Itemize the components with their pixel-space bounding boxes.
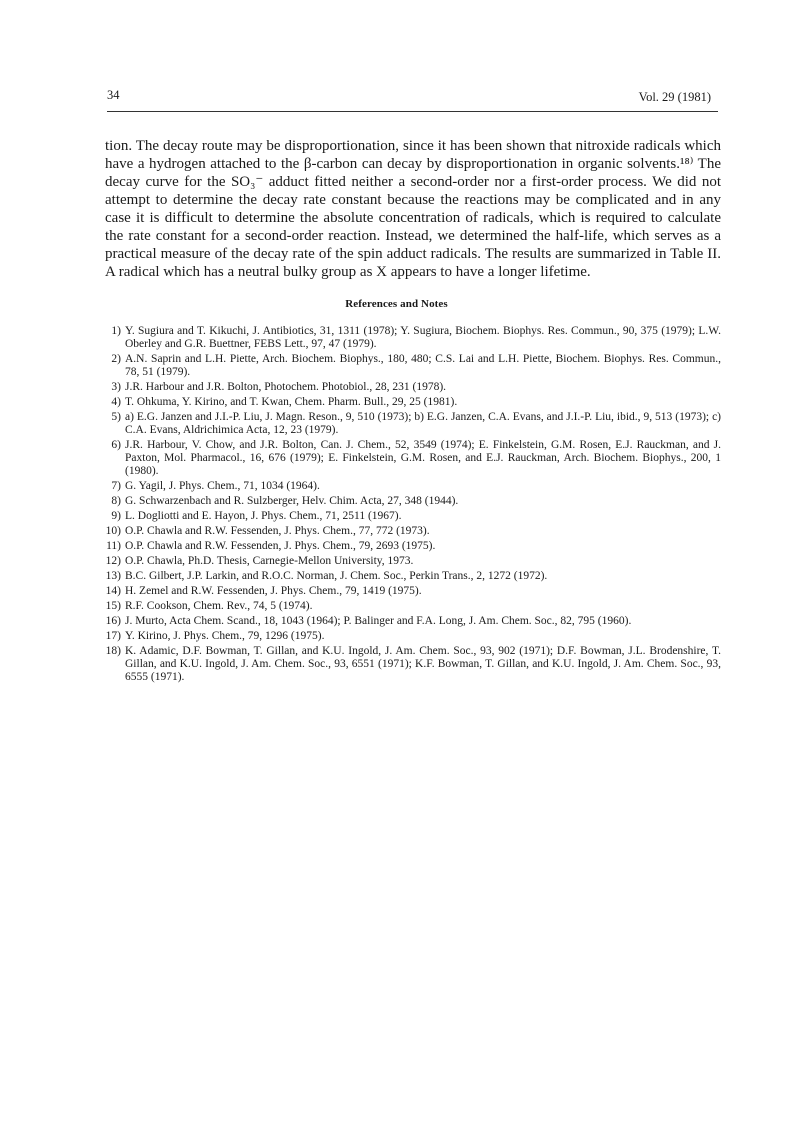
reference-text: H. Zemel and R.W. Fessenden, J. Phys. Chem., 79, 1419 (1975). (125, 585, 422, 597)
page-header (107, 86, 711, 106)
reference-item (105, 495, 721, 508)
reference-text: O.P. Chawla and R.W. Fessenden, J. Phys. Chem., 77, 772 (1973). (125, 525, 430, 537)
reference-number: 2 ) (97, 353, 121, 366)
reference-item (105, 411, 721, 437)
reference-number: 1 ) (97, 325, 121, 338)
reference-number: 18 ) (97, 645, 121, 658)
reference-text: J.R. Harbour, V. Chow, and J.R. Bolton, Can. J. Chem., 52, 3549 (1974); E. Finkelstein, G.M. Rosen, E.J. Rauckman, and J. Paxton, Mol. Pharmacol., 16, 676 (1979); E. Finkelstein, G.M. Rosen, and E.J. Rauckman, Arch. Biochem. Biophys., 200, 1 (1980). (125, 439, 721, 477)
reference-text: L. Dogliotti and E. Hayon, J. Phys. Chem., 71, 2511 (1967). (125, 510, 402, 522)
reference-item (105, 555, 721, 568)
references-title: References and Notes (345, 298, 448, 310)
reference-number: 3 ) (97, 381, 121, 394)
reference-item (105, 480, 721, 493)
reference-item (105, 540, 721, 553)
reference-item (105, 645, 721, 684)
reference-text: R.F. Cookson, Chem. Rev., 74, 5 (1974). (125, 600, 313, 612)
reference-text: B.C. Gilbert, J.P. Larkin, and R.O.C. Norman, J. Chem. Soc., Perkin Trans., 2, 1272 (1972). (125, 570, 548, 582)
reference-text: O.P. Chawla, Ph.D. Thesis, Carnegie-Mellon University, 1973. (125, 555, 414, 567)
reference-item (105, 510, 721, 523)
reference-number: 13 ) (97, 570, 121, 583)
reference-item (105, 570, 721, 583)
volume-label: Vol. 29 (1981) (638, 90, 711, 104)
reference-text: J.R. Harbour and J.R. Bolton, Photochem. Photobiol., 28, 231 (1978). (125, 381, 447, 393)
reference-text: K. Adamic, D.F. Bowman, T. Gillan, and K.U. Ingold, J. Am. Chem. Soc., 93, 902 (1971); D.F. Bowman, J.L. Brodenshire, T. Gillan, and K.U. Ingold, J. Am. Chem. Soc., 93, 6551 (1971); K.F. Bowman, T. Gillan, and K.U. Ingold, J. Am. Chem. Soc., 93, 6555 (1971). (125, 645, 721, 683)
reference-item (105, 615, 721, 628)
reference-item (105, 353, 721, 379)
reference-item (105, 381, 721, 394)
reference-number: 8 ) (97, 495, 121, 508)
body-paragraph: tion. The decay route may be disproportionation, since it has been shown that nitroxide radicals which have a hydrogen attached to the β-carbon can decay by disproportionation in organic solvents.¹⁸⁾ The decay curve for the SO₃⁻ adduct fitted neither a second-order nor a first-order process. We did not attempt to determine the decay rate constant because the reactions may be complicated and in any case it is difficult to determine the absolute concentration of radicals, which is required to calculate the rate constant for a second-order reaction. Instead, we determined the half-life, which serves as a practical measure of the decay rate of the spin adduct radicals. The results are summarized in Table II. A radical which has a neutral bulky group as X appears to have a longer lifetime. (105, 138, 721, 280)
reference-text: Y. Sugiura and T. Kikuchi, J. Antibiotics, 31, 1311 (1978); Y. Sugiura, Biochem. Biophys. Res. Commun., 90, 375 (1979); L.W. Oberley and G.R. Buettner, FEBS Lett., 97, 47 (1979). (125, 325, 721, 350)
reference-text: G. Schwarzenbach and R. Sulzberger, Helv. Chim. Acta, 27, 348 (1944). (125, 495, 459, 507)
reference-item (105, 600, 721, 613)
reference-text: J. Murto, Acta Chem. Scand., 18, 1043 (1964); P. Balinger and F.A. Long, J. Am. Chem. Soc., 82, 795 (1960). (125, 615, 632, 627)
page-number: 34 (107, 88, 120, 102)
reference-item (105, 525, 721, 538)
reference-item (105, 439, 721, 478)
reference-number: 4 ) (97, 396, 121, 409)
references-list (105, 325, 721, 686)
reference-text: T. Ohkuma, Y. Kirino, and T. Kwan, Chem. Pharm. Bull., 29, 25 (1981). (125, 396, 458, 408)
reference-item (105, 396, 721, 409)
reference-number: 14 ) (97, 585, 121, 598)
reference-number: 16 ) (97, 615, 121, 628)
reference-number: 17 ) (97, 630, 121, 643)
reference-text: A.N. Saprin and L.H. Piette, Arch. Biochem. Biophys., 180, 480; C.S. Lai and L.H. Piette, Biochem. Biophys. Res. Commun., 78, 51 (1979). (125, 353, 721, 378)
reference-number: 12 ) (97, 555, 121, 568)
reference-item (105, 585, 721, 598)
reference-item (105, 325, 721, 351)
reference-number: 7 ) (97, 480, 121, 493)
reference-number: 15 ) (97, 600, 121, 613)
reference-text: Y. Kirino, J. Phys. Chem., 79, 1296 (1975). (125, 630, 325, 642)
reference-text: G. Yagil, J. Phys. Chem., 71, 1034 (1964). (125, 480, 320, 492)
reference-text: a) E.G. Janzen and J.I.-P. Liu, J. Magn. Reson., 9, 510 (1973); b) E.G. Janzen, C.A. Evans, and J.I.-P. Liu, ibid., 9, 513 (1973); c) C.A. Evans, Aldrichimica Acta, 12, 23 (1979). (125, 411, 721, 436)
reference-number: 11 ) (97, 540, 121, 553)
reference-number: 9 ) (97, 510, 121, 523)
reference-number: 6 ) (97, 439, 121, 452)
header-rule (107, 111, 718, 112)
reference-number: 5 ) (97, 411, 121, 424)
reference-number: 10 ) (97, 525, 121, 538)
reference-text: O.P. Chawla and R.W. Fessenden, J. Phys. Chem., 79, 2693 (1975). (125, 540, 436, 552)
reference-item (105, 630, 721, 643)
